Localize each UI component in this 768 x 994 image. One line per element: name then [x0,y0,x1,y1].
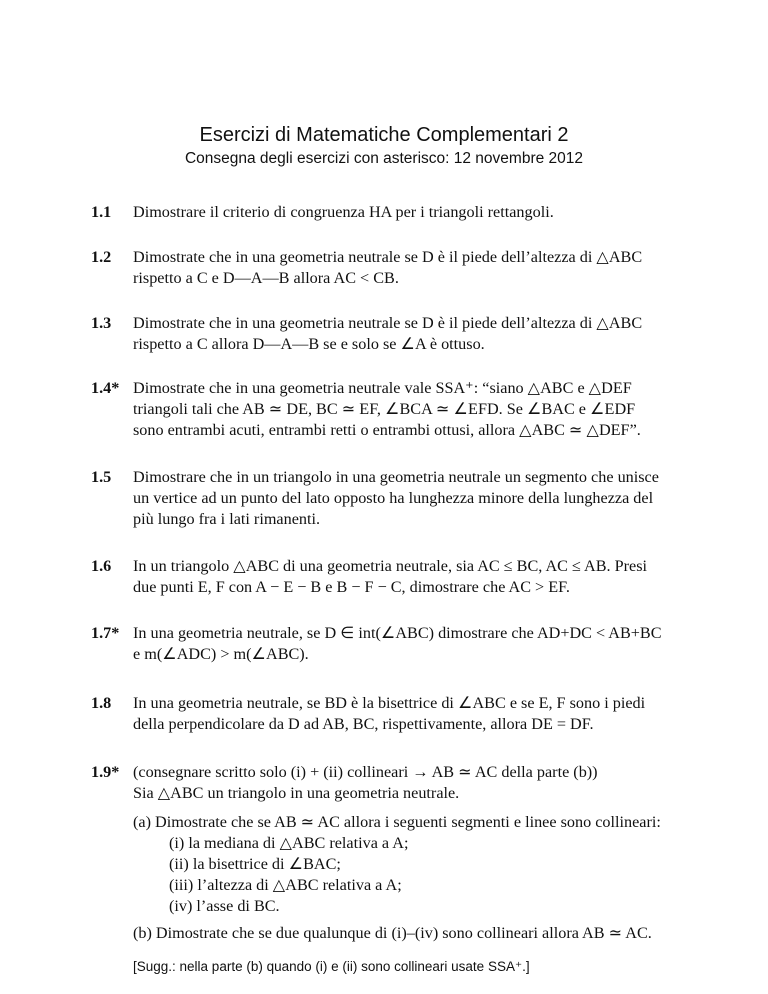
exercise-number: 1.2 [91,248,112,266]
exercise-1-6 [91,556,681,598]
exercise-line: della perpendicolare da D ad AB, BC, rispettivamente, allora DE = DF. [133,715,594,733]
exercise-line: triangoli tali che AB ≃ DE, BC ≃ EF, ∠BCA ≃ ∠EFD. Se ∠BAC e ∠EDF [133,400,636,418]
exercise-line: In una geometria neutrale, se D ∈ int(∠ABC) dimostrare che AD+DC < AB+BC [133,624,662,642]
document-subtitle: Consegna degli esercizi con asterisco: 12 novembre 2012 [184,150,584,167]
exercise-1-8 [91,693,681,735]
exercise-number: 1.6 [91,557,112,575]
exercise-1-3 [91,313,681,355]
exercise-1-5 [91,467,681,530]
exercise-number: 1.3 [91,314,112,332]
exercise-1-7 [91,623,681,665]
exercise-line: rispetto a C allora D—A—B se e solo se ∠A è ottuso. [133,335,485,353]
exercise-line: rispetto a C e D—A—B allora AC < CB. [133,269,399,287]
exercise-line: Sia △ABC un triangolo in una geometria neutrale. [133,784,460,802]
exercise-line: In un triangolo △ABC di una geometria neutrale, sia AC ≤ BC, AC ≤ AB. Presi [133,557,647,575]
part-b: (b) Dimostrate che se due qualunque di (i)–(iv) sono collineari allora AB ≃ AC. [133,924,652,942]
part-a-items [169,833,681,917]
exercise-line: più lungo fra i lati rimanenti. [133,510,321,528]
list-item: (ii) la bisettrice di ∠BAC; [169,855,341,873]
exercise-number: 1.7* [91,624,120,642]
exercise-line: (consegnare scritto solo (i) + (ii) collineari → AB ≃ AC della parte (b)) [133,763,598,781]
exercise-line: sono entrambi acuti, entrambi retti o entrambi ottusi, allora △ABC ≃ △DEF”. [133,421,641,439]
exercise-line: Dimostrate che in una geometria neutrale se D è il piede dell’altezza di △ABC [133,248,643,266]
exercise-line: Dimostrare che in un triangolo in una geometria neutrale un segmento che unisce [133,468,659,486]
exercise-number: 1.8 [91,694,112,712]
exercise-line: Dimostrare il criterio di congruenza HA per i triangoli rettangoli. [133,203,554,221]
list-item: (i) la mediana di △ABC relativa a A; [169,834,409,852]
exercise-1-9-parts [133,812,681,944]
exercise-number: 1.5 [91,468,112,486]
exercise-line: Dimostrate che in una geometria neutrale se D è il piede dell’altezza di △ABC [133,314,643,332]
exercise-number: 1.9* [91,763,120,781]
part-a: (a) Dimostrate che se AB ≃ AC allora i seguenti segmenti e linee sono collineari: [133,813,661,831]
exercise-line: e m(∠ADC) > m(∠ABC). [133,645,309,663]
exercise-line: un vertice ad un punto del lato opposto ha lunghezza minore della lunghezza del [133,489,654,507]
exercise-line: Dimostrate che in una geometria neutrale vale SSA⁺: “siano △ABC e △DEF [133,379,632,397]
exercise-line: due punti E, F con A − E − B e B − F − C, dimostrare che AC > EF. [133,578,570,596]
exercise-1-9 [91,762,681,977]
list-item: (iv) l’asse di BC. [169,897,280,915]
exercise-line: In una geometria neutrale, se BD è la bisettrice di ∠ABC e se E, F sono i piedi [133,694,646,712]
exercise-number: 1.1 [91,203,112,221]
hint: [Sugg.: nella parte (b) quando (i) e (ii) sono collineari usate SSA⁺.] [133,959,530,974]
exercise-number: 1.4* [91,379,120,397]
exercise-1-1 [91,202,681,223]
exercise-1-4 [91,378,681,441]
exercise-1-2 [91,247,681,289]
list-item: (iii) l’altezza di △ABC relativa a A; [169,876,402,894]
document-title: Esercizi di Matematiche Complementari 2 [199,124,569,146]
